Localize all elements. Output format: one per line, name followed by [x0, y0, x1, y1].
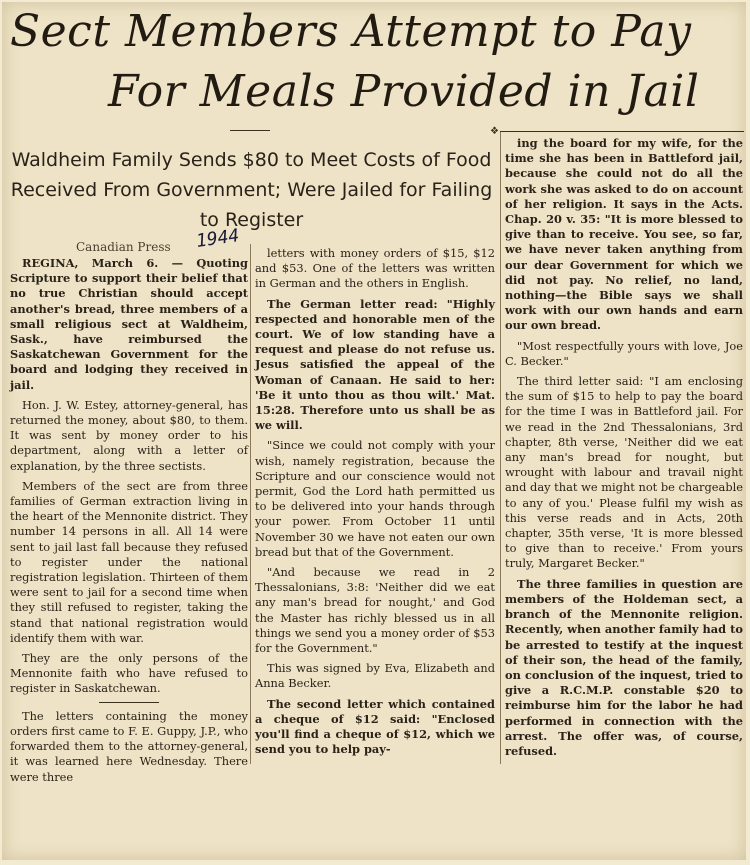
headline-line-2: For Meals Provided in Jail [108, 66, 700, 117]
column-rule-2 [500, 132, 501, 764]
paragraph-separator [99, 702, 159, 703]
article-paragraph: The German letter read: "Highly respected and honorable men of the court. We of low standing have a request and please do not refuse us. Jesus satisfied the appeal of the Woman of Canaan. He said to her: 'Be it unto thou as thou wilt.' Mat. 15:28. Therefore unto us shall be as we will. [255, 296, 495, 433]
wire-credit: Canadian Press [76, 240, 171, 254]
article-paragraph: Members of the sect are from three families of German extraction living in the heart of the Mennonite district. They number 14 persons in all. All 14 were sent to jail last fall because they refused to register under the national registration legislation. Thirteen of them were sent to jail for a second time when they still refused to register, taking the stand that national registration would identify them with war. [10, 478, 248, 645]
subheadline: Waldheim Family Sends $80 to Meet Costs of Food Received From Government; Were Jailed for Failing to Register [10, 149, 493, 231]
headline-line-1: Sect Members Attempt to Pay [10, 6, 692, 57]
article-paragraph: ing the board for my wife, for the time she has been in Battleford jail, because she could not do all the work she was asked to do on account of her religion. It says in the Acts. Chap. 20 v. 35: "It is more blessed to give than to receive. You see, so far, we have never taken anything from our dear Government for which we did not pay. No relief, no land, nothing—the Bible says we shall work with our own hands and earn our own bread. [505, 136, 743, 333]
article-column-3 [505, 136, 743, 764]
article-paragraph: The letters containing the money orders first came to F. E. Guppy, J.P., who forwarded them to the attorney-general, it was learned here Wednesday. There were three [10, 708, 248, 784]
article-paragraph: They are the only persons of the Mennonite faith who have refused to register in Saskatchewan. [10, 651, 248, 696]
column-rule-1 [250, 244, 251, 764]
article-column-1 [10, 256, 248, 790]
article-paragraph: "Since we could not comply with your wish, namely registration, because the Scripture and our conscience would not permit, God the Lord hath permitted us to be delivered into your hands through your power. From October 11 until November 30 we have not eaten our own bread but that of the Government. [255, 438, 495, 559]
article-paragraph: "Most respectfully yours with love, Joe C. Becker." [505, 338, 743, 368]
article-paragraph: REGINA, March 6. — Quoting Scripture to support their belief that no true Christian should accept another's bread, three members of a small religious sect at Waldheim, Sask., have reimbursed the Saskatchewan Government for the board and lodging they received in jail. [10, 256, 248, 392]
article-paragraph: letters with money orders of $15, $12 and $53. One of the letters was written in German and the others in English. [255, 246, 495, 291]
article-paragraph: The third letter said: "I am enclosing the sum of $15 to help to pay the board for the time I was in Battleford jail. For we read in the 2nd Thessalonians, 3rd chapter, 8th verse, 'Neither did we eat any man's bread for nought, but wrought with labour and travail night and day that we might not be chargeable to any of you.' Please fulfil my wish as this verse reads and in Acts, 20th chapter, 35th verse, 'It is more blessed to give than to receive.' From yours truly, Margaret Becker." [505, 374, 743, 571]
article-paragraph: The second letter which contained a cheque of $12 said: "Enclosed you'll find a cheque of $12, which we send you to help pay- [255, 696, 495, 757]
article-paragraph: The three families in question are members of the Holdeman sect, a branch of the Mennonite religion. Recently, when another family had to be arrested to testify at the inquest of their son, the head of the family, on conclusion of the inquest, tried to give a R.C.M.P. constable $20 to reimburse him for the labor he had performed in connection with the arrest. The offer was, of course, refused. [505, 576, 743, 758]
article-paragraph: This was signed by Eva, Elizabeth and Anna Becker. [255, 661, 495, 691]
handwritten-year: 1944 [194, 225, 241, 252]
article-column-2 [255, 246, 495, 763]
headline-divider [230, 130, 270, 131]
article-paragraph: "And because we read in 2 Thessalonians, 3:8: 'Neither did we eat any man's bread for nought,' and God the Master has richly blessed us in all things we send you a money order of $53 for the Government." [255, 565, 495, 656]
column-top-rule [500, 131, 744, 132]
article-paragraph: Hon. J. W. Estey, attorney-general, has returned the money, about $80, to them. It was sent by money order to his department, along with a letter of explanation, by the three sectists. [10, 397, 248, 473]
ornament-icon: ❖ [490, 126, 499, 137]
